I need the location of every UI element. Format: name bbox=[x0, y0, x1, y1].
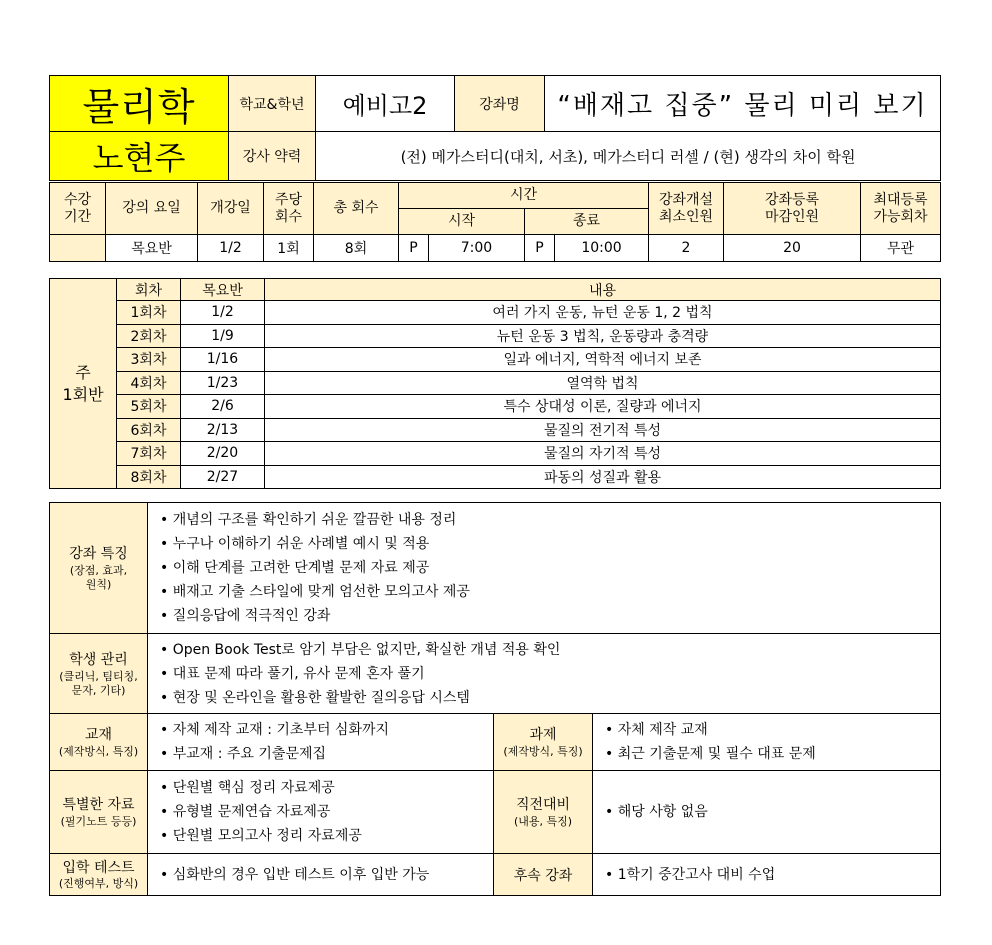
session-cell: 1회차 bbox=[117, 301, 181, 325]
col-session-header: 회차 bbox=[117, 279, 181, 301]
mgmt-label: 학생 관리 (클리닉, 팀티칭, 문자, 기타) bbox=[50, 634, 148, 714]
session-cell: 3회차 bbox=[117, 348, 181, 372]
bullet-item: • 자체 제작 교재 bbox=[605, 718, 940, 742]
textbook-list bbox=[148, 714, 494, 771]
group-label: 주 1회반 bbox=[50, 279, 117, 489]
date-cell: 1/16 bbox=[181, 348, 265, 372]
subject-title: 물리학 bbox=[50, 76, 229, 132]
min-value: 2 bbox=[649, 235, 724, 262]
bullet-item: • 배재고 기출 스타일에 맞게 엄선한 모의고사 제공 bbox=[160, 580, 940, 604]
bullet-item: • Open Book Test로 암기 부담은 없지만, 확실한 개념 적용 확인 bbox=[160, 638, 940, 662]
bullet-item: • 단원별 모의고사 정리 자료제공 bbox=[160, 824, 493, 848]
curriculum-row bbox=[50, 348, 941, 372]
bullet-item: • 심화반의 경우 입반 테스트 이후 입반 가능 bbox=[160, 863, 493, 887]
date-cell: 1/9 bbox=[181, 324, 265, 348]
header-table bbox=[49, 75, 941, 181]
date-cell: 2/20 bbox=[181, 442, 265, 466]
bullet-item: • 해당 사항 없음 bbox=[605, 800, 940, 824]
end-ampm: P bbox=[525, 235, 555, 262]
period-label: 수강 기간 bbox=[50, 183, 106, 235]
weekly-label: 주당 회수 bbox=[264, 183, 314, 235]
content-cell: 물질의 전기적 특성 bbox=[265, 418, 941, 442]
date-cell: 1/2 bbox=[181, 301, 265, 325]
bullet-item: • 자체 제작 교재 : 기초부터 심화까지 bbox=[160, 718, 493, 742]
bullet-item: • 질의응답에 적극적인 강좌 bbox=[160, 604, 940, 628]
followup-list bbox=[593, 854, 941, 896]
day-label: 강의 요일 bbox=[106, 183, 198, 235]
bullet-item: • 부교재 : 주요 기출문제집 bbox=[160, 742, 493, 766]
col-class-header: 목요반 bbox=[181, 279, 265, 301]
curriculum-row bbox=[50, 301, 941, 325]
time-start-label: 시작 bbox=[399, 209, 525, 235]
curriculum-row bbox=[50, 395, 941, 419]
bullet-item: • 개념의 구조를 확인하기 쉬운 깔끔한 내용 정리 bbox=[160, 508, 940, 532]
curriculum-row bbox=[50, 418, 941, 442]
bullet-item: • 누구나 이해하기 쉬운 사례별 예시 및 적용 bbox=[160, 532, 940, 556]
curriculum-row bbox=[50, 371, 941, 395]
teacher-name: 노현주 bbox=[50, 132, 229, 181]
school-grade-value: 예비고2 bbox=[316, 76, 455, 132]
time-label: 시간 bbox=[399, 183, 649, 209]
content-cell: 특수 상대성 이론, 질량과 에너지 bbox=[265, 395, 941, 419]
curriculum-row bbox=[50, 442, 941, 466]
content-cell: 일과 에너지, 역학적 에너지 보존 bbox=[265, 348, 941, 372]
features-list bbox=[148, 503, 941, 634]
session-cell: 5회차 bbox=[117, 395, 181, 419]
deadline-label: 강좌등록 마감인원 bbox=[724, 183, 861, 235]
followup-label: 후속 강좌 bbox=[494, 854, 593, 896]
textbook-label: 교재 (제작방식, 특징) bbox=[50, 714, 148, 771]
career-value: (전) 메가스터디(대치, 서초), 메가스터디 러셀 / (현) 생각의 차이 학원 bbox=[316, 132, 941, 181]
total-value: 8회 bbox=[314, 235, 399, 262]
curriculum-row bbox=[50, 324, 941, 348]
bullet-item: • 대표 문제 따라 풀기, 유사 문제 혼자 풀기 bbox=[160, 662, 940, 686]
session-cell: 4회차 bbox=[117, 371, 181, 395]
bullet-item: • 1학기 중간고사 대비 수업 bbox=[605, 863, 940, 887]
details-table bbox=[49, 502, 941, 896]
course-name-value: “배재고 집중” 물리 미리 보기 bbox=[545, 76, 941, 132]
prep-list bbox=[593, 771, 941, 854]
bullet-item: • 이해 단계를 고려한 단계별 문제 자료 제공 bbox=[160, 556, 940, 580]
content-cell: 뉴턴 운동 3 법칙, 운동량과 충격량 bbox=[265, 324, 941, 348]
deadline-value: 20 bbox=[724, 235, 861, 262]
content-cell: 여러 가지 운동, 뉴턴 운동 1, 2 법칙 bbox=[265, 301, 941, 325]
start-date-value: 1/2 bbox=[198, 235, 264, 262]
bullet-item: • 현장 및 온라인을 활용한 활발한 질의응답 시스템 bbox=[160, 686, 940, 710]
content-cell: 열역학 법칙 bbox=[265, 371, 941, 395]
homework-label: 과제 (제작방식, 특징) bbox=[494, 714, 593, 771]
career-label: 강사 약력 bbox=[229, 132, 316, 181]
content-cell: 파동의 성질과 활용 bbox=[265, 465, 941, 489]
weekly-value: 1회 bbox=[264, 235, 314, 262]
date-cell: 2/6 bbox=[181, 395, 265, 419]
start-time: 7:00 bbox=[429, 235, 525, 262]
session-cell: 8회차 bbox=[117, 465, 181, 489]
special-label: 특별한 자료 (필기노트 등등) bbox=[50, 771, 148, 854]
entry-list bbox=[148, 854, 494, 896]
session-cell: 6회차 bbox=[117, 418, 181, 442]
prep-label: 직전대비 (내용, 특징) bbox=[494, 771, 593, 854]
total-label: 총 회수 bbox=[314, 183, 399, 235]
mgmt-list bbox=[148, 634, 941, 714]
period-label-cont bbox=[50, 235, 106, 262]
start-ampm: P bbox=[399, 235, 429, 262]
course-name-label: 강좌명 bbox=[455, 76, 545, 132]
entry-label: 입학 테스트 (진행여부, 방식) bbox=[50, 854, 148, 896]
school-grade-label: 학교&학년 bbox=[229, 76, 316, 132]
special-list bbox=[148, 771, 494, 854]
day-value: 목요반 bbox=[106, 235, 198, 262]
start-date-label: 개강일 bbox=[198, 183, 264, 235]
bullet-item: • 단원별 핵심 정리 자료제공 bbox=[160, 776, 493, 800]
date-cell: 2/13 bbox=[181, 418, 265, 442]
max-value: 무관 bbox=[861, 235, 941, 262]
min-label: 강좌개설 최소인원 bbox=[649, 183, 724, 235]
curriculum-table bbox=[49, 278, 941, 489]
curriculum-row bbox=[50, 465, 941, 489]
features-label: 강좌 특징 (장점, 효과, 원칙) bbox=[50, 503, 148, 634]
session-cell: 2회차 bbox=[117, 324, 181, 348]
content-cell: 물질의 자기적 특성 bbox=[265, 442, 941, 466]
session-cell: 7회차 bbox=[117, 442, 181, 466]
max-label: 최대등록 가능회차 bbox=[861, 183, 941, 235]
bullet-item: • 유형별 문제연습 자료제공 bbox=[160, 800, 493, 824]
col-content-header: 내용 bbox=[265, 279, 941, 301]
homework-list bbox=[593, 714, 941, 771]
date-cell: 2/27 bbox=[181, 465, 265, 489]
schedule-table bbox=[49, 182, 941, 262]
bullet-item: • 최근 기출문제 및 필수 대표 문제 bbox=[605, 742, 940, 766]
date-cell: 1/23 bbox=[181, 371, 265, 395]
time-end-label: 종료 bbox=[525, 209, 649, 235]
end-time: 10:00 bbox=[555, 235, 649, 262]
